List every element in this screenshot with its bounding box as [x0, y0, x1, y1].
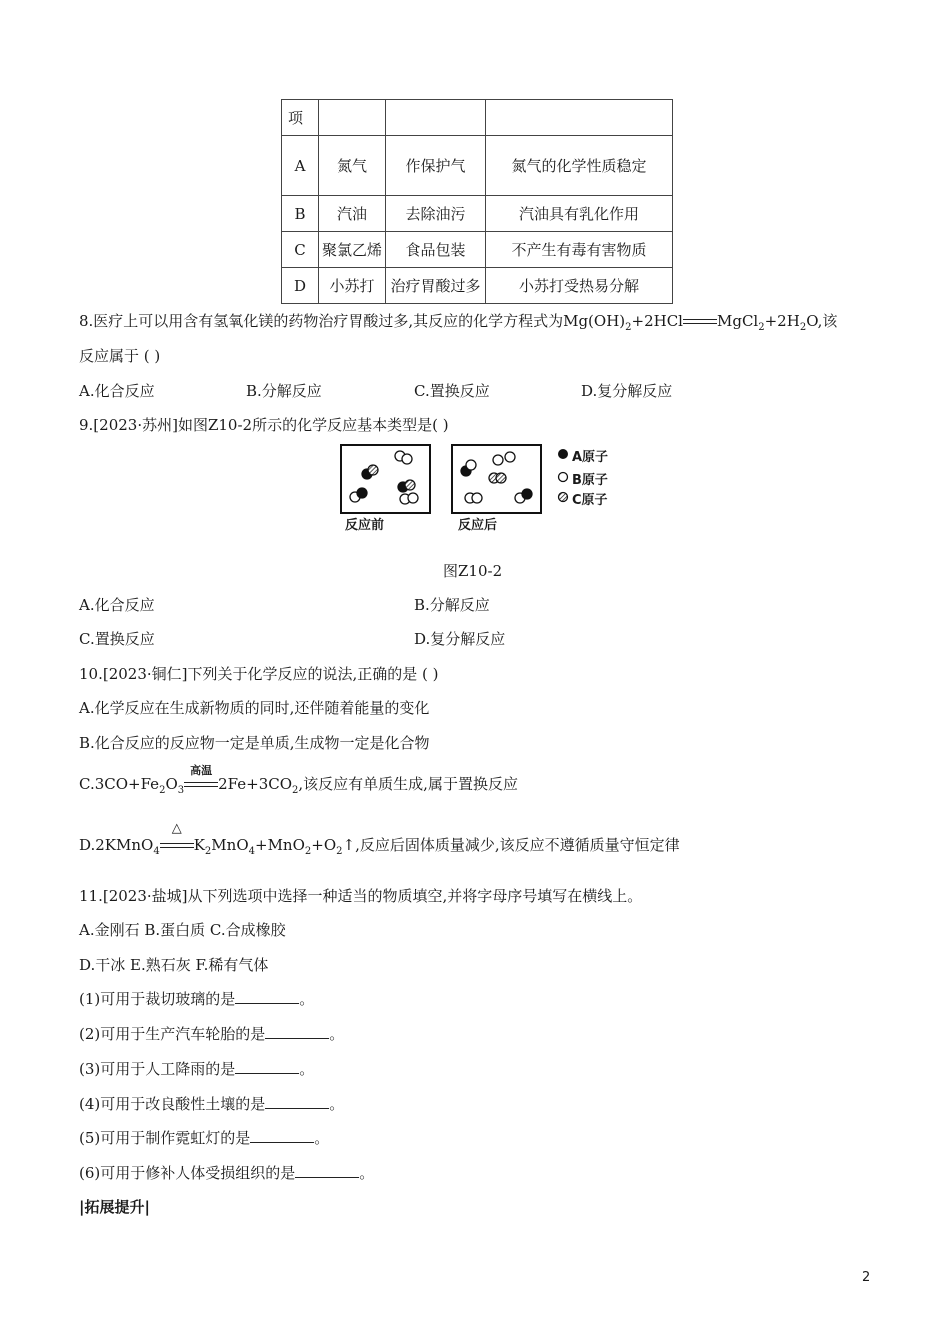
table-cell: 项 [282, 100, 319, 136]
q10-option-b: B.化合反应的反应物一定是单质,生成物一定是化合物 [79, 734, 430, 752]
q9-option-d: D.复分解反应 [414, 630, 506, 648]
table-cell: A [282, 136, 319, 196]
q10-option-a: A.化学反应在生成新物质的同时,还伴随着能量的变化 [79, 699, 430, 717]
legend-b: B原子 [572, 473, 608, 488]
figure-caption: 图Z10-2 [443, 562, 503, 580]
label-before: 反应前 [345, 518, 385, 533]
molecule-group-after [461, 452, 532, 503]
section-title: |拓展提升| [79, 1198, 150, 1216]
q11-item-6: (6)可用于修补人体受损组织的是 。 [79, 1164, 375, 1182]
q9-stem: 9.[2023·苏州]如图Z10-2所示的化学反应基本类型是( ) [79, 416, 449, 434]
q11-item-5: (5)可用于制作霓虹灯的是 。 [79, 1129, 330, 1147]
answer-blank[interactable] [235, 1059, 299, 1074]
options-table [281, 99, 673, 304]
legend-b-icon [559, 473, 568, 482]
box-before [341, 445, 430, 513]
q8-option-b: B.分解反应 [246, 382, 322, 400]
q8-option-a: A.化合反应 [79, 382, 155, 400]
table-cell: 不产生有毒有害物质 [486, 232, 673, 268]
table-cell: 聚氯乙烯 [319, 232, 386, 268]
answer-blank[interactable] [295, 1163, 359, 1178]
legend-c: C原子 [572, 493, 608, 508]
q9-option-a: A.化合反应 [79, 596, 155, 614]
legend-c-icon [559, 493, 568, 502]
table-cell: 去除油污 [386, 196, 486, 232]
table-cell: 氮气的化学性质稳定 [486, 136, 673, 196]
answer-blank[interactable] [265, 1094, 329, 1109]
q11-item-3: (3)可用于人工降雨的是 。 [79, 1060, 315, 1078]
q8-line2: 反应属于 ( ) [79, 347, 161, 365]
table-cell: 治疗胃酸过多 [386, 268, 486, 304]
q11-options-2: D.干冰 E.熟石灰 F.稀有气体 [79, 956, 269, 974]
table-cell: D [282, 268, 319, 304]
table-cell: C [282, 232, 319, 268]
q11-item-2: (2)可用于生产汽车轮胎的是 。 [79, 1025, 345, 1043]
equals-sign: △ [160, 841, 194, 851]
answer-blank[interactable] [250, 1128, 314, 1143]
q10-option-d: D.2KMnO$_4$ △ $K_2MnO_4+MnO_2+O_2↑$,反应后固体质量减少,该反应不遵循质量守恒定律 [79, 821, 680, 857]
answer-blank[interactable] [235, 989, 299, 1004]
q11-item-1: (1)可用于裁切玻璃的是 。 [79, 990, 315, 1008]
answer-blank[interactable] [265, 1024, 329, 1039]
table-cell: 汽油 [319, 196, 386, 232]
table-cell: B [282, 196, 319, 232]
legend-a: A原子 [572, 450, 609, 465]
molecule-group-before [350, 451, 418, 504]
page-number: 2 [862, 1270, 871, 1285]
label-after: 反应后 [458, 518, 498, 533]
q8-option-d: D.复分解反应 [581, 382, 673, 400]
legend-a-icon [559, 450, 568, 459]
table-cell: 食品包装 [386, 232, 486, 268]
q8-option-c: C.置换反应 [414, 382, 490, 400]
table-cell [319, 100, 386, 136]
q11-options-1: A.金刚石 B.蛋白质 C.合成橡胶 [79, 921, 286, 939]
equals-sign: 高温 [184, 780, 218, 790]
q11-item-4: (4)可用于改良酸性土壤的是 。 [79, 1095, 345, 1113]
q10-option-c: $C.3CO+Fe_2O_3$ 高温 $2Fe+3CO_2$,该反应有单质生成,属于置换反应 [79, 764, 518, 796]
table-cell: 氮气 [319, 136, 386, 196]
q10-stem: 10.[2023·铜仁]下列关于化学反应的说法,正确的是 ( ) [79, 665, 439, 683]
equals-sign [683, 317, 717, 327]
table-cell: 作保护气 [386, 136, 486, 196]
q11-stem: 11.[2023·盐城]从下列选项中选择一种适当的物质填空,并将字母序号填写在横线上。 [79, 887, 643, 905]
table-cell: 汽油具有乳化作用 [486, 196, 673, 232]
table-cell [386, 100, 486, 136]
q9-option-c: C.置换反应 [79, 630, 155, 648]
table-cell: 小苏打受热易分解 [486, 268, 673, 304]
table-cell [486, 100, 673, 136]
q8-stem: 8.医疗上可以用含有氢氧化镁的药物治疗胃酸过多,其反应的化学方程式为$Mg(OH)_2+2HCl$ $MgCl_2+2H_2O$,该 [79, 312, 838, 333]
q9-option-b: B.分解反应 [414, 596, 490, 614]
table-cell: 小苏打 [319, 268, 386, 304]
